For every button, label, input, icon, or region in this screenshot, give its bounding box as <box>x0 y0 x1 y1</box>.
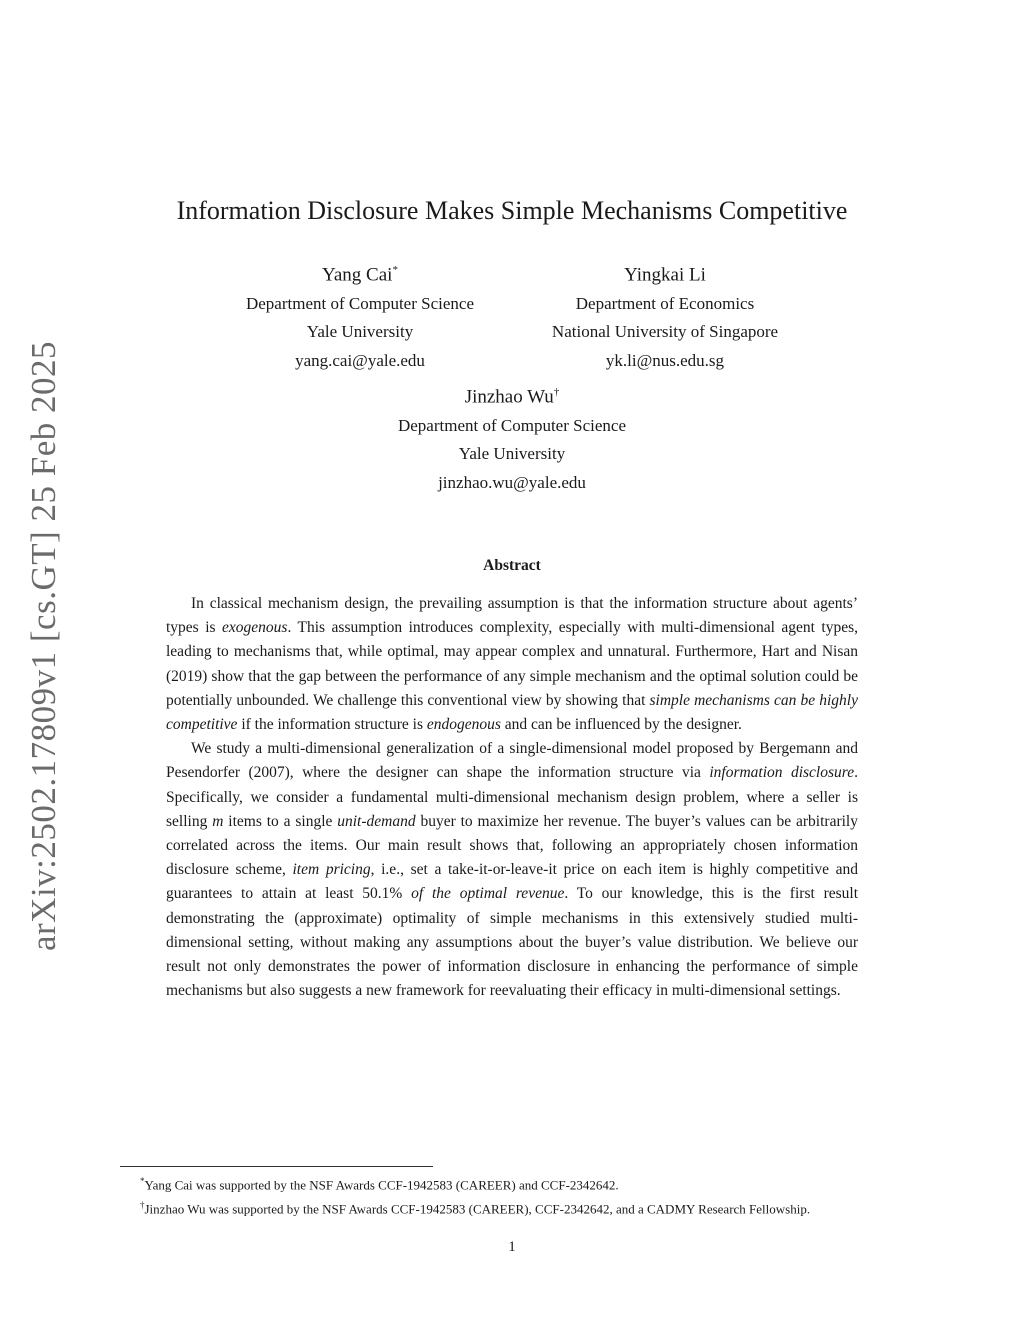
footnote-2: †Jinzhao Wu was supported by the NSF Awards CCF-1942583 (CAREER), CCF-2342642, and a CADMY Research Fellowship. <box>140 1200 811 1217</box>
footnote-mark: † <box>140 1200 145 1211</box>
author-email: jinzhao.wu@yale.edu <box>438 472 586 492</box>
author-name: Jinzhao Wu† <box>464 386 560 408</box>
footnote-divider <box>120 1166 433 1167</box>
footnote-mark: † <box>553 386 560 398</box>
math-variable: m <box>212 812 224 830</box>
author-email: yang.cai@yale.edu <box>295 350 425 370</box>
math-percentage: 50.1% <box>362 885 403 903</box>
paper-title: Information Disclosure Makes Simple Mechanisms Competitive <box>176 196 848 225</box>
author-department: Department of Computer Science <box>397 415 626 435</box>
abstract-paragraph-1: In classical mechanism design, the prevailing assumption is that the information structure about agents’ types is exogenous. This assumption introduces complexity, especially with multi-dimensional agent types, leading to mechanisms that, while optimal, may appear complex and unnatural. Furthermore, Hart and Nisan (2019) show that the gap between the performance of any simple mechanism and the optimal solution could be potentially unbounded. We challenge this conventional view by showing that simple mechanisms can be highly competitive if the information structure is endogenous and can be influenced by the designer. <box>166 595 858 734</box>
footnote-mark: * <box>140 1176 145 1186</box>
abstract-body <box>166 592 858 1003</box>
author-name: Yang Cai* <box>322 264 398 286</box>
footnote-mark: * <box>392 264 398 276</box>
arxiv-identifier-stamp: arXiv:2502.17809v1 [cs.GT] 25 Feb 2025 <box>24 340 63 952</box>
footnotes <box>140 1171 920 1220</box>
author-institution: Yale University <box>458 444 566 464</box>
author-email: yk.li@nus.edu.sg <box>605 350 725 370</box>
footnote-1: *Yang Cai was supported by the NSF Awards CCF-1942583 (CAREER) and CCF-2342642. <box>140 1176 619 1193</box>
abstract-heading: Abstract <box>483 557 541 574</box>
author-department: Department of Economics <box>575 293 755 313</box>
author-block-3 <box>362 378 662 497</box>
author-institution: Yale University <box>306 322 414 342</box>
abstract-paragraph-2: We study a multi-dimensional generalization of a single-dimensional model proposed by Bergemann and Pesendorfer (2007), where the designer can shape the information structure via information disclosure. Specifically, we consider a fundamental multi-dimensional mechanism design problem, where a seller is selling m items to a single unit-demand buyer to maximize her revenue. The buyer’s values can be arbitrarily correlated across the items. Our main result shows that, following an appropriately chosen information disclosure scheme, item pricing, i.e., set a take-it-or-leave-it price on each item is highly competitive and guarantees to attain at least 50.1% of the optimal revenue. To our knowledge, this is the first result demonstrating the (approximate) optimality of simple mechanisms in this extensively studied multi-dimensional setting, without making any assumptions about the buyer’s value distribution. We believe our result not only demonstrates the power of information disclosure in enhancing the performance of simple mechanisms but also suggests a new framework for reevaluating their efficacy in multi-dimensional settings. <box>166 740 859 1000</box>
author-block-1 <box>210 256 510 375</box>
author-institution: National University of Singapore <box>551 322 779 342</box>
author-block-2 <box>515 256 815 375</box>
author-department: Department of Computer Science <box>245 293 474 313</box>
author-name: Yingkai Li <box>624 264 706 286</box>
page-number: 1 <box>508 1239 516 1255</box>
